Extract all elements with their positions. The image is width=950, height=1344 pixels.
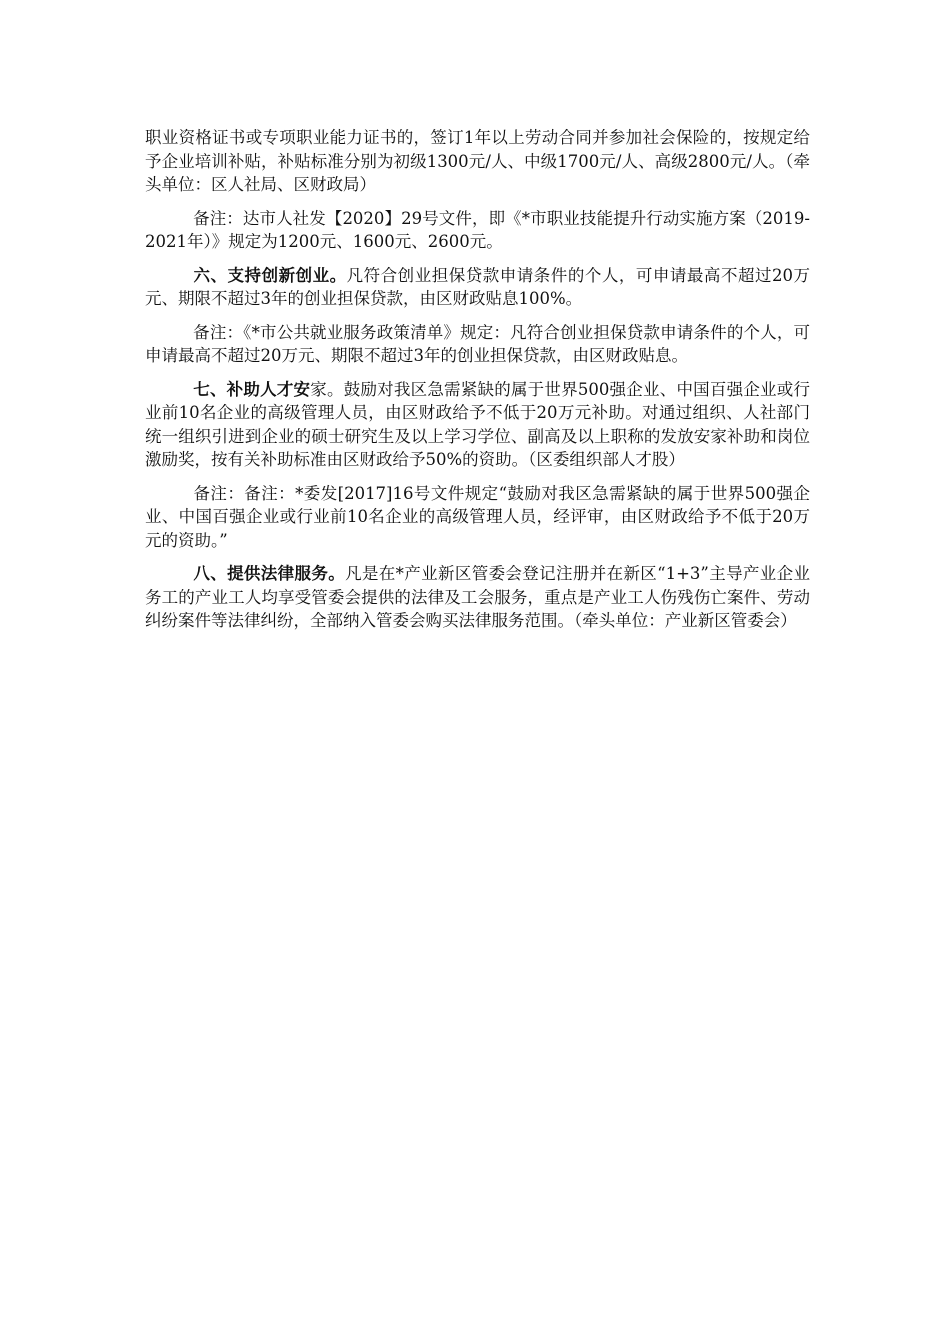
section-heading: 八、提供法律服务。 (193, 564, 346, 583)
document-body (145, 126, 810, 643)
paragraph-text: 凡符合创业担保贷款申请条件的个人，可申请最高不超过20万元、期限不超过3年的创业担保贷款，由区财政贴息100%。 (145, 265, 810, 308)
paragraph-text: 备注：《*市公共就业服务政策清单》规定：凡符合创业担保贷款申请条件的个人，可申请最高不超过20万元、期限不超过3年的创业担保贷款，由区财政贴息。 (145, 322, 810, 365)
section-heading: 六、支持创新创业。 (193, 265, 347, 285)
paragraph-text: 凡是在*产业新区管委会登记注册并在新区“1+3”主导产业企业务工的产业工人均享受管委会提供的法律及工会服务，重点是产业工人伤残伤亡案件、劳动纠纷案件等法律纠纷，全部纳入管委会购买法律服务范围。（牵头单位：产业新区管委会） (145, 564, 810, 630)
paragraph-note-training (145, 207, 810, 254)
paragraph-text: 职业资格证书或专项职业能力证书的，签订1年以上劳动合同并参加社会保险的，按规定给予企业培训补贴，补贴标准分别为初级1300元/人、中级1700元/人、高级2800元/人。（牵头单位：区人社局、区财政局） (145, 128, 810, 194)
paragraph-talent-housing (145, 378, 810, 472)
paragraph-note-talent (145, 482, 810, 553)
paragraph-entrepreneurship (145, 264, 810, 311)
paragraph-note-entrepreneurship (145, 321, 810, 368)
section-heading: 七、补助人才安 (193, 379, 311, 399)
paragraph-text: 备注：达市人社发【2020】29号文件，即《*市职业技能提升行动实施方案（2019-2021年）》规定为1200元、1600元、2600元。 (145, 208, 810, 251)
paragraph-text: 备注：备注：*委发[2017]16号文件规定“鼓励对我区急需紧缺的属于世界500强企业、中国百强企业或行业前10名企业的高级管理人员，经评审，由区财政给予不低于20万元的资助。” (145, 483, 810, 550)
paragraph-text: 家。鼓励对我区急需紧缺的属于世界500强企业、中国百强企业或行业前10名企业的高级管理人员，由区财政给予不低于20万元补助。对通过组织、人社部门统一组织引进到企业的硕士研究生及以上学习学位、副高及以上职称的发放安家补助和岗位激励奖，按有关补助标准由区财政给予50%的资助。（区委组织部人才股） (145, 379, 810, 469)
paragraph-legal-service (145, 562, 810, 633)
paragraph-training-subsidy (145, 126, 810, 197)
